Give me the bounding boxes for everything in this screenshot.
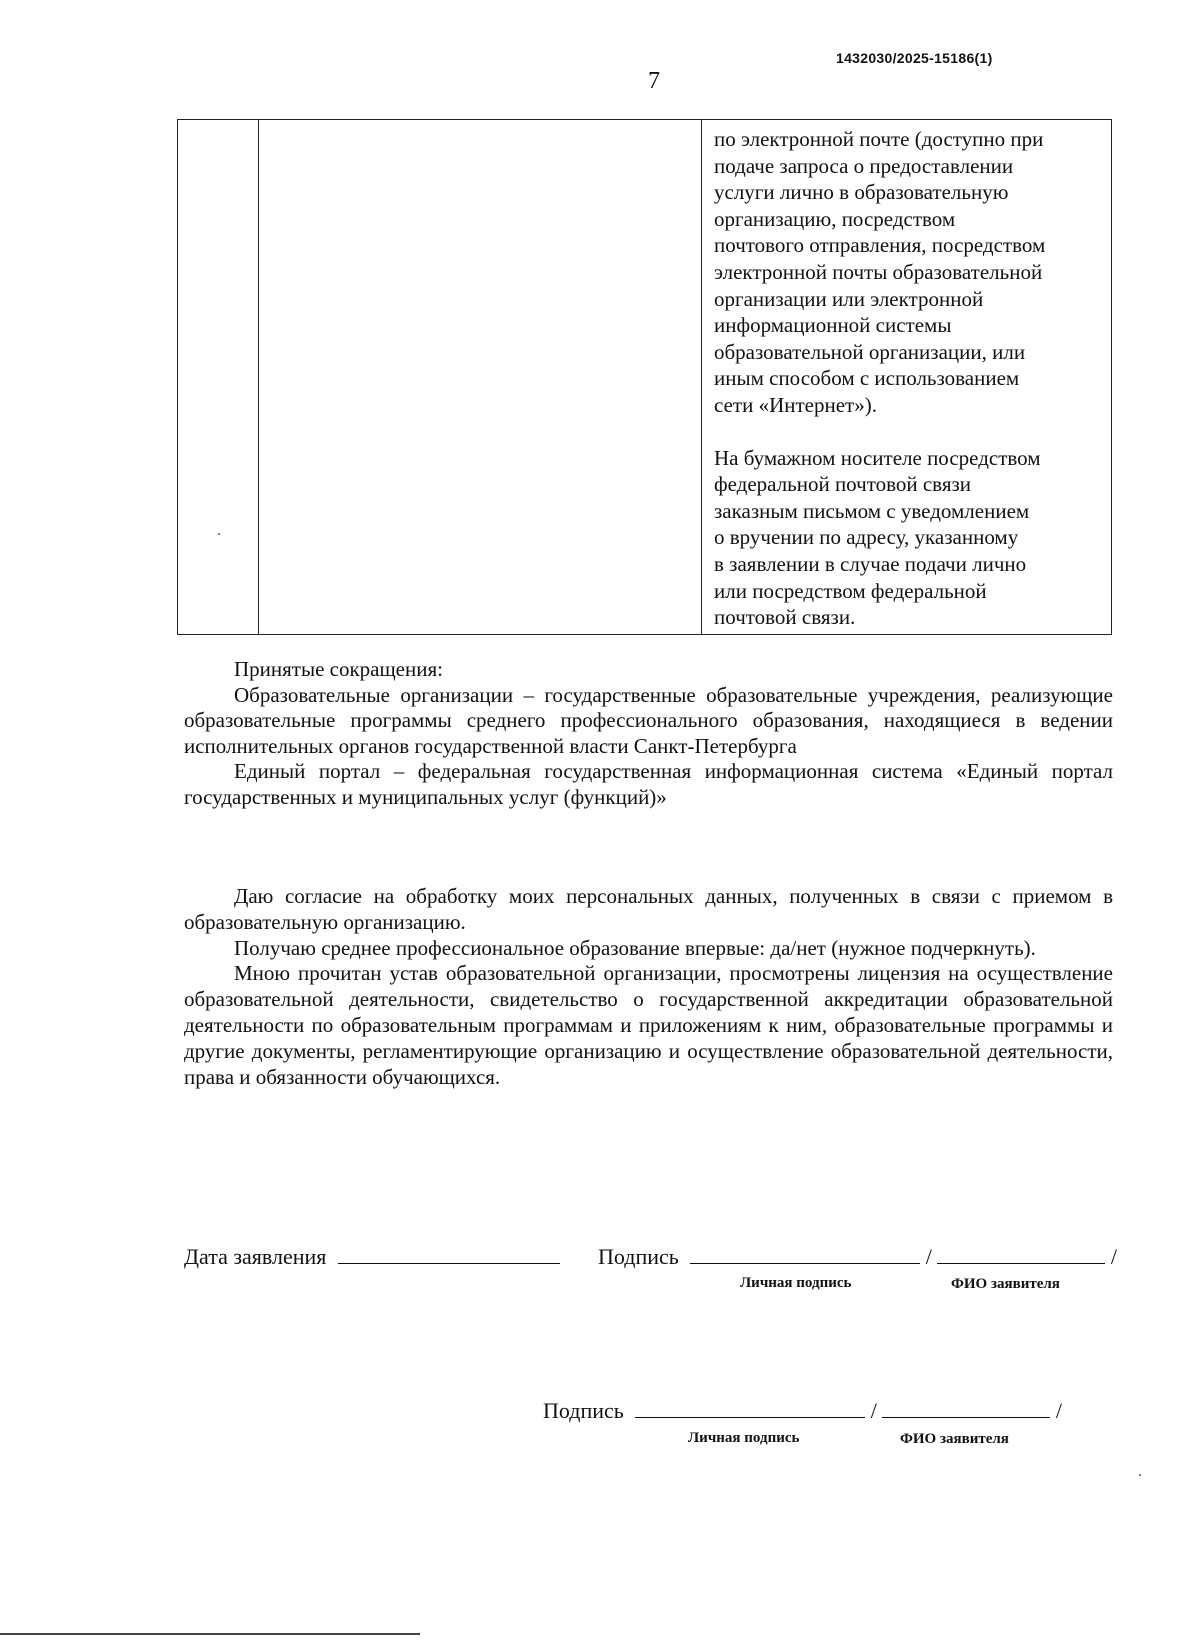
cell-text-line: заказным письмом с уведомлением	[714, 498, 1030, 523]
document-number: 1432030/2025-15186(1)	[836, 50, 993, 66]
date-field[interactable]	[338, 1243, 560, 1264]
consent-personal-data: Даю согласие на обработку моих персональных данных, полученных в связи с приемом в образовательную организацию.	[184, 884, 1113, 934]
cell-text-line: На бумажном носителе посредством	[714, 445, 1041, 470]
services-table	[177, 119, 1112, 635]
slash-separator: /	[1110, 1244, 1118, 1269]
cell-text-line: подаче запроса о предоставлении	[714, 153, 1014, 178]
slash-separator: /	[925, 1244, 932, 1269]
signature-block-1	[598, 1243, 1117, 1270]
slash-separator: /	[870, 1398, 877, 1423]
slash-separator: /	[1055, 1398, 1063, 1423]
scan-speck	[1139, 1474, 1141, 1476]
cell-text-line: почтовой связи.	[714, 605, 856, 630]
delivery-paper-text	[714, 445, 1103, 631]
name-caption: ФИО заявителя	[900, 1431, 1009, 1447]
cell-text-line: почтового отправления, посредством	[714, 233, 1046, 258]
signature-caption: Личная подпись	[740, 1275, 852, 1291]
signature-field[interactable]	[635, 1397, 865, 1418]
cell-text-line: информационной системы	[714, 313, 952, 338]
page-number: 7	[648, 68, 660, 94]
cell-text-line: федеральной почтовой связи	[714, 472, 972, 497]
cell-text-line: организации или электронной	[714, 286, 984, 311]
abbreviation-item: Единый портал – федеральная государственная информационная система «Единый портал государственных и муниципальных услуг (функций)»	[184, 759, 1113, 809]
applicant-name-field[interactable]	[937, 1243, 1105, 1264]
abbreviation-item: Образовательные организации – государственные образовательные учреждения, реализующие образовательные программы среднего профессионального образования, находящиеся в ведении исполнительных органов государственной власти Санкт-Петербурга	[184, 682, 1113, 758]
cell-text-line: или посредством федеральной	[714, 578, 987, 603]
cell-text-line: сети «Интернет»).	[714, 392, 877, 417]
cell-text-line: организацию, посредством	[714, 206, 956, 231]
consent-documents-read: Мною прочитан устав образовательной организации, просмотрены лицензия на осуществление образовательной деятельности, свидетельство о государственной аккредитации образовательной деятельности по образовательным программам и приложениям к ним, образовательные программы и другие документы, регламентирующие организацию и осуществление образовательной деятельности, права и обязанности обучающихся.	[184, 961, 1113, 1089]
signature-label: Подпись	[543, 1398, 624, 1423]
consent-first-education: Получаю среднее профессиональное образование впервые: да/нет (нужное подчеркнуть).	[234, 935, 1036, 960]
abbreviations-heading: Принятые сокращения:	[234, 657, 443, 681]
delivery-email-text	[714, 126, 1103, 419]
cell-text-line: электронной почты образовательной	[714, 259, 1043, 284]
table-cell-number	[178, 120, 259, 635]
consent-section	[184, 884, 1113, 1090]
cell-text-line: иным способом с использованием	[714, 366, 1020, 391]
signature-block-2	[543, 1397, 1062, 1424]
signature-caption: Личная подпись	[688, 1430, 800, 1446]
name-caption: ФИО заявителя	[951, 1276, 1060, 1292]
applicant-name-field[interactable]	[882, 1397, 1050, 1418]
abbreviations-section	[184, 657, 1113, 811]
table-cell-description	[259, 120, 702, 635]
cell-text-line: о вручении по адресу, указанному	[714, 525, 1019, 550]
scan-speck	[218, 533, 220, 535]
signature-label: Подпись	[598, 1244, 679, 1269]
date-label: Дата заявления	[184, 1244, 327, 1269]
cell-text-line: по электронной почте (доступно при	[714, 127, 1044, 151]
cell-text-line: услуги лично в образовательную	[714, 180, 1009, 205]
scan-edge-line	[0, 1633, 420, 1635]
table-cell-delivery-method	[702, 120, 1112, 635]
cell-text-line: в заявлении в случае подачи лично	[714, 551, 1027, 576]
table-row	[178, 120, 1112, 635]
signature-field[interactable]	[690, 1243, 920, 1264]
date-of-application	[184, 1243, 560, 1270]
cell-text-line: образовательной организации, или	[714, 339, 1026, 364]
